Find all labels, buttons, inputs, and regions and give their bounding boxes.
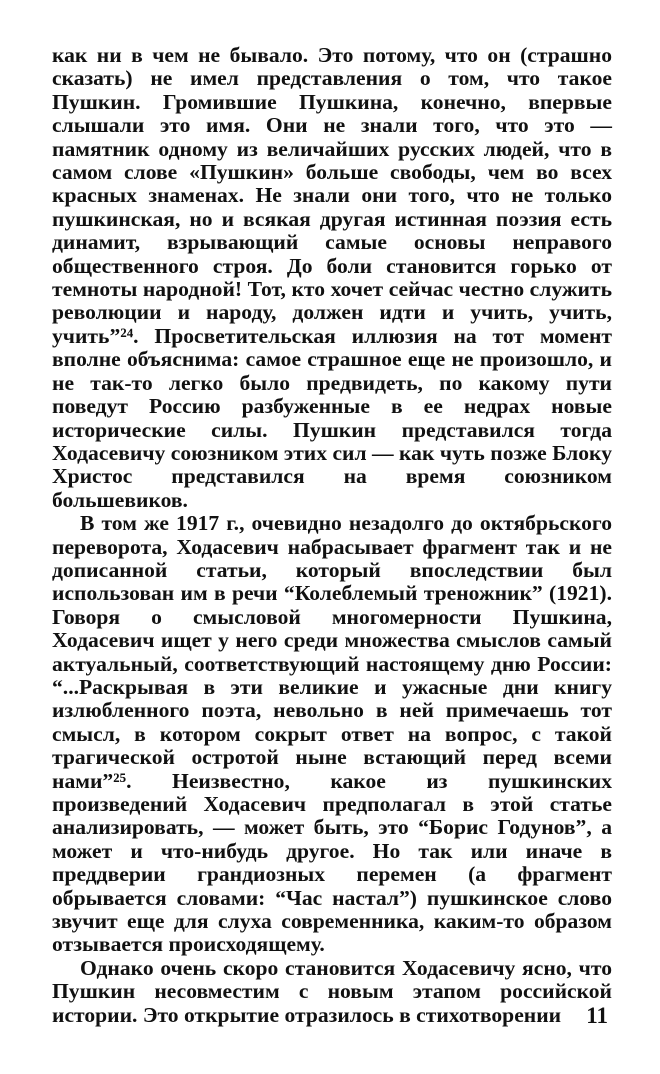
- paragraph-1: как ни в чем не бывало. Это потому, что он (страшно сказать) не имел представления о том, что такое Пушкин. Громившие Пушкина, конечно, впервые слышали это имя. Они не знали того, что это — памятник одному из величайших русских людей, что в самом слове «Пушкин» больше свободы, чем во всех красных знаменах. Не знали они того, что не только пушкинская, но и всякая другая истинная поэзия есть динамит, взрывающий самые основы неправого общественного строя. До боли становится горько от темноты народной! Тот, кто хочет сейчас честно служить революции и народу, должен идти и учить, учить, учить”²⁴. Просветительская иллюзия на тот момент вполне объяснима: самое страшное еще не произошло, и не так-то легко было предвидеть, по какому пути поведут Россию разбуженные в ее недрах новые исторические силы. Пушкин представился тогда Ходасевичу союзником этих сил — как чуть позже Блоку Христос представился на время союзником большевиков.: [52, 43, 612, 512]
- paragraph-3: Однако очень скоро становится Ходасевичу ясно, что Пушкин несовместим с новым этапом российской истории. Это открытие отразилось в стихотворении: [52, 955, 612, 1027]
- paragraph-2: В том же 1917 г., очевидно незадолго до октябрьского переворота, Ходасевич набрасывает фрагмент так и не дописанной статьи, который впоследствии был использован им в речи “Колеблемый треножник” (1921). Говоря о смысловой многомерности Пушкина, Ходасевич ищет у него среди множества смыслов самый актуальный, соответствующий настоящему дню России: “...Раскрывая в эти великие и ужасные дни книгу излюбленного поэта, невольно в ней примечаешь тот смысл, в котором сокрыт ответ на вопрос, с такой трагической остротой ныне встающий перед всеми нами”²⁵. Неизвестно, какое из пушкинских произведений Ходасевич предполагал в этой статье анализировать, — может быть, это “Борис Годунов”, а может и что-нибудь другое. Но так или иначе в преддверии грандиозных перемен (а фрагмент обрывается словами: “Час настал”) пушкинское слово звучит еще для слуха современника, каким-то образом отзывается происходящему.: [52, 511, 612, 957]
- page-body: [52, 44, 612, 1027]
- page-number: 11: [586, 1003, 608, 1028]
